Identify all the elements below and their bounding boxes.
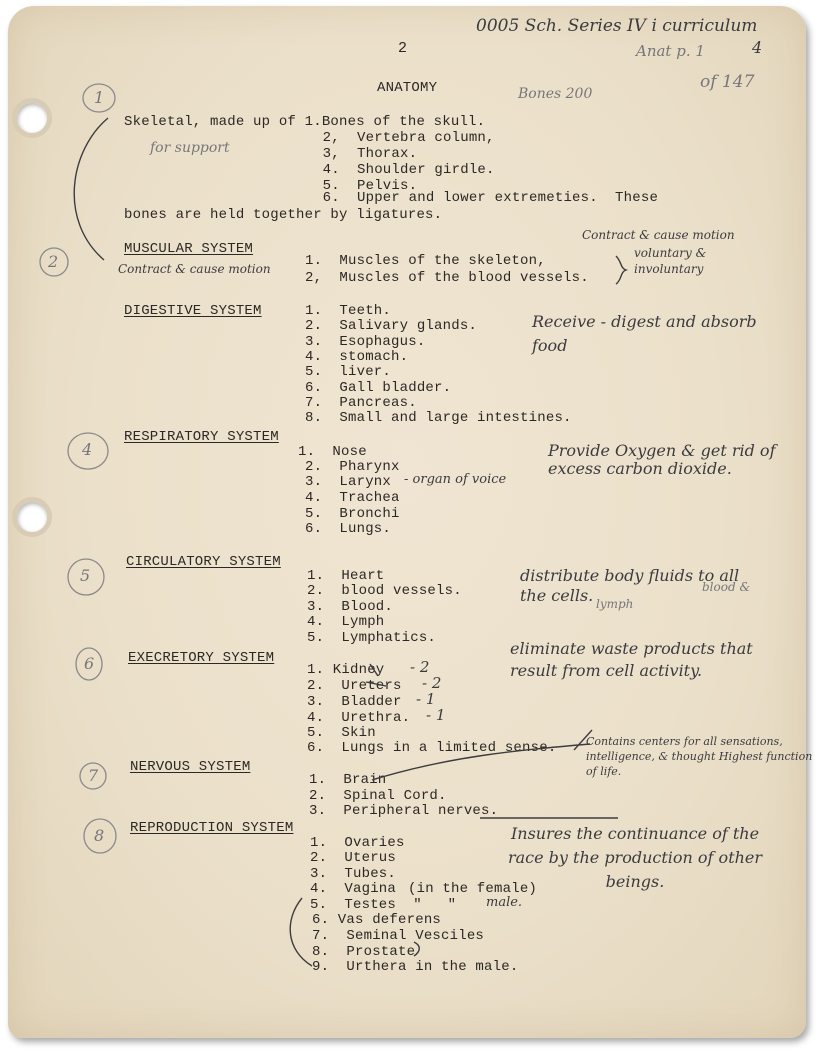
skeletal-item: 5. Pelvis. (314, 178, 418, 194)
bladder-count: - 1 (416, 690, 436, 708)
muscular-note-left: Contract & cause motion (118, 262, 271, 276)
nervous-item: 2. Spinal Cord. (309, 788, 447, 804)
circulatory-item: 1. Heart (307, 568, 385, 584)
skeletal-continuation: bones are held together by ligatures. (124, 207, 443, 223)
excretory-note: eliminate waste products that result from cell activity. (510, 639, 753, 680)
circulatory-item: 2. blood vessels. (307, 583, 462, 599)
circle-4-label: 4 (82, 440, 93, 459)
nervous-item: 3. Peripheral nerves. (309, 803, 499, 819)
excretory-item: 5. Skin (307, 725, 376, 741)
circulatory-item: 4. Lymph (307, 614, 385, 630)
circle-8-label: 8 (94, 826, 105, 845)
excretory-heading: EXECRETORY SYSTEM (128, 650, 275, 666)
circulatory-note-blood: blood & (702, 580, 751, 594)
reproduction-item: 4. Vagina (310, 881, 397, 897)
circle-1-label: 1 (94, 88, 105, 107)
nervous-item: 1. Brain (309, 772, 387, 788)
reproduction-item: 7. Seminal Vesciles (312, 928, 485, 944)
larynx-note: - organ of voice (404, 472, 507, 487)
page-number: 2 (398, 40, 408, 57)
muscular-item: 1. Muscles of the skeleton, (305, 253, 546, 269)
digestive-item: 6. Gall bladder. (305, 380, 452, 396)
male-note: male. (486, 895, 523, 910)
excretory-item: 6. Lungs in a limited sense. (307, 740, 557, 756)
archive-sub: Anat p. 1 (636, 42, 705, 60)
archive-of: of 147 (700, 72, 755, 92)
respiratory-note: Provide Oxygen & get rid of excess carbon dioxide. (548, 441, 776, 478)
digestive-item: 1. Teeth. (305, 303, 392, 319)
bones-note: Bones 200 (518, 86, 593, 102)
circulatory-item: 3. Blood. (307, 599, 394, 615)
muscular-item: 2, Muscles of the blood vessels. (305, 270, 589, 286)
digestive-item: 8. Small and large intestines. (305, 410, 572, 426)
skeletal-item: 3, Thorax. (314, 146, 418, 162)
reproduction-item: 8. Prostate (312, 944, 416, 960)
kidney-count: - 2 (410, 658, 430, 676)
reproduction-item: 6. Vas deferens (312, 912, 442, 928)
digestive-item: 4. stomach. (305, 349, 409, 365)
punch-hole-bottom (12, 497, 52, 537)
circulatory-note: distribute body fluids to all the cells. (520, 566, 740, 605)
excretory-item: 1. Kidney (307, 662, 385, 678)
nervous-note: Contains centers for all sensations, intelligence, & thought Highest function of life. (586, 735, 813, 778)
reproduction-item: 3. Tubes. (310, 866, 397, 882)
muscular-note-voluntary: voluntary & (634, 246, 707, 260)
skeletal-intro: Skeletal, made up of 1.Bones of the skull. (124, 114, 486, 130)
digestive-item: 5. liver. (305, 364, 392, 380)
circle-5-label: 5 (80, 566, 91, 585)
respiratory-item: 3. Larynx (305, 474, 392, 490)
skeletal-item: 6. Upper and lower extremeties. These (314, 190, 659, 206)
respiratory-item: 5. Bronchi (305, 506, 400, 522)
reproduction-note: Insures the continuance of the race by the production of other beings. (507, 824, 763, 891)
muscular-note-involuntary: involuntary (634, 262, 704, 276)
punch-hole-top (12, 98, 52, 138)
circle-2-label: 2 (48, 252, 59, 271)
circulatory-note-lymph: lymph (596, 597, 634, 611)
urethra-count: - 1 (426, 706, 446, 724)
excretory-item: 2. Ureters (307, 678, 402, 694)
reproduction-item: 2. Uterus (310, 850, 397, 866)
excretory-item: 4. Urethra. (307, 710, 411, 726)
respiratory-item: 2. Pharynx (305, 459, 400, 475)
respiratory-item: 1. Nose (298, 444, 367, 460)
muscular-heading: MUSCULAR SYSTEM (124, 241, 254, 257)
digestive-item: 7. Pancreas. (305, 395, 417, 411)
muscular-note-right: Contract & cause motion (582, 228, 735, 242)
digestive-note: Receive - digest and absorb food (532, 312, 757, 355)
circle-7-label: 7 (88, 766, 99, 785)
circulatory-heading: CIRCULATORY SYSTEM (126, 554, 281, 570)
ureter-count: - 2 (422, 674, 442, 692)
digestive-heading: DIGESTIVE SYSTEM (124, 303, 262, 319)
digestive-item: 3. Esophagus. (305, 334, 426, 350)
respiratory-item: 4. Trachea (305, 490, 400, 506)
archive-page: 4 (752, 38, 763, 57)
reproduction-item: 9. Urthera in the male. (312, 959, 519, 975)
female-note: (in the female) (408, 881, 538, 897)
circulatory-item: 5. Lymphatics. (307, 630, 437, 646)
archive-note: 0005 Sch. Series IV i curriculum (476, 16, 758, 36)
skeletal-item: 2, Vertebra column, (314, 130, 495, 146)
excretory-item: 3. Bladder (307, 694, 402, 710)
skeletal-note: for support (150, 140, 230, 156)
respiratory-item: 6. Lungs. (305, 521, 392, 537)
skeletal-item: 4. Shoulder girdle. (314, 162, 495, 178)
respiratory-heading: RESPIRATORY SYSTEM (124, 429, 279, 445)
reproduction-item: 5. Testes " " (310, 897, 457, 913)
circle-6-label: 6 (84, 654, 95, 673)
digestive-item: 2. Salivary glands. (305, 318, 478, 334)
reproduction-item: 1. Ovaries (310, 835, 405, 851)
nervous-heading: NERVOUS SYSTEM (130, 759, 251, 775)
page-title: ANATOMY (377, 80, 438, 96)
reproduction-heading: REPRODUCTION SYSTEM (130, 820, 294, 836)
